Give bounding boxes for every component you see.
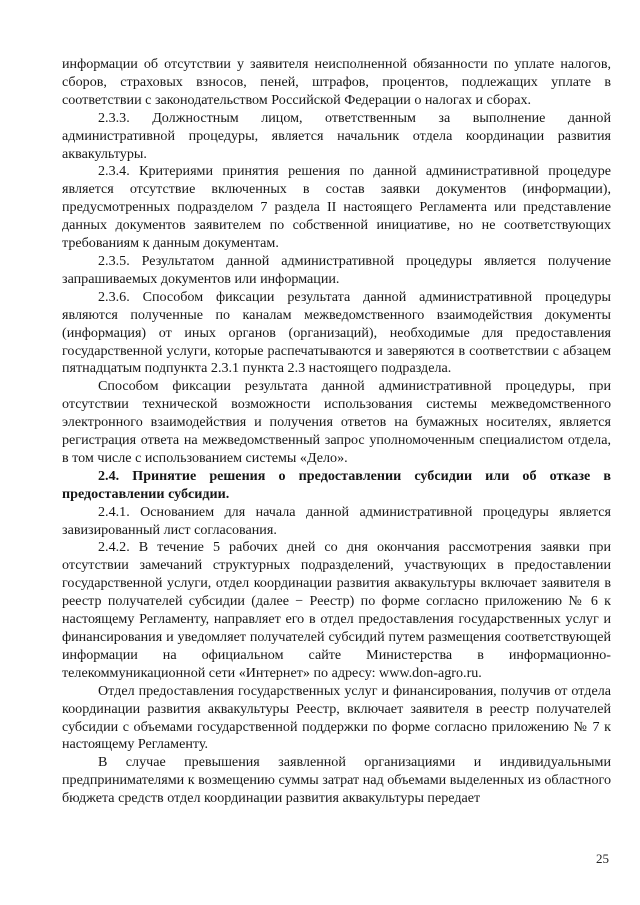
paragraph-fixation-method: Способом фиксации результата данной административной процедуры, при отсутствии технической возможности использования системы межведомственного электронного взаимодействия и получения ответов на бумажных носителях, является регистрация ответа на межведомственный запрос уполномоченным специалистом отдела, в том числе с использованием системы «Дело». [62, 378, 611, 466]
document-page [62, 56, 611, 808]
paragraph-tax-info: информации об отсутствии у заявителя неисполненной обязанности по уплате налогов, сборов, страховых взносов, пеней, штрафов, процентов, подлежащих уплате в соответствии с законодательством Российской Федерации о налогах и сборах. [62, 56, 611, 108]
page-number: 25 [596, 851, 609, 866]
paragraph-2-4-1: 2.4.1. Основанием для начала данной административной процедуры является завизированный лист согласования. [62, 503, 611, 538]
paragraph-2-4-2: 2.4.2. В течение 5 рабочих дней со дня окончания рассмотрения заявки при отсутствии замечаний структурных подразделений, участвующих в предоставлении государственной услуги, отдел координации развития аквакультуры включает заявителя в реестр получателей субсидии (далее − Реестр) по форме согласно приложению № 6 к настоящему Регламенту, направляет его в отдел предоставления государственных услуг и финансирования и уведомляет получателей субсидий путем размещения соответствующей информации на официальном сайте Министерства в информационно-телекоммуникационной сети «Интернет» по адресу: www.don-agro.ru. [62, 539, 611, 681]
paragraph-2-3-6: 2.3.6. Способом фиксации результата данной административной процедуры являются полученные по каналам межведомственного взаимодействия документы (информация) от иных органов (организаций), необходимые для предоставления государственной услуги, которые распечатываются и заверяются в соответствии с абзацем пятнадцатым подпункта 2.3.1 пункта 2.3 настоящего подраздела. [62, 288, 611, 377]
paragraph-2-3-3: 2.3.3. Должностным лицом, ответственным за выполнение данной административной процедуры, является начальник отдела координации развития аквакультуры. [62, 109, 611, 162]
paragraph-budget-excess: В случае превышения заявленной организациями и индивидуальными предпринимателями к возмещению суммы затрат над объемами выделенных из областного бюджета средств отдел координации развития аквакультуры передает [62, 754, 611, 807]
section-heading-2-4: 2.4. Принятие решения о предоставлении субсидии или об отказе в предоставлении субсидии. [62, 467, 611, 502]
paragraph-2-3-5: 2.3.5. Результатом данной административной процедуры является получение запрашиваемых документов или информации. [62, 252, 611, 287]
paragraph-finance-department: Отдел предоставления государственных услуг и финансирования, получив от отдела координации развития аквакультуры Реестр, включает заявителя в реестр получателей субсидии с объемами государственной поддержки по форме согласно приложению № 7 к настоящему Регламенту. [62, 682, 611, 753]
paragraph-2-3-4: 2.3.4. Критериями принятия решения по данной административной процедуре является отсутствие включенных в состав заявки документов (информации), предусмотренных подразделом 7 раздела II настоящего Регламента или представление данных документов заявителем по собственной инициативе, но не соответствующих требованиям к данным документам. [62, 163, 611, 252]
